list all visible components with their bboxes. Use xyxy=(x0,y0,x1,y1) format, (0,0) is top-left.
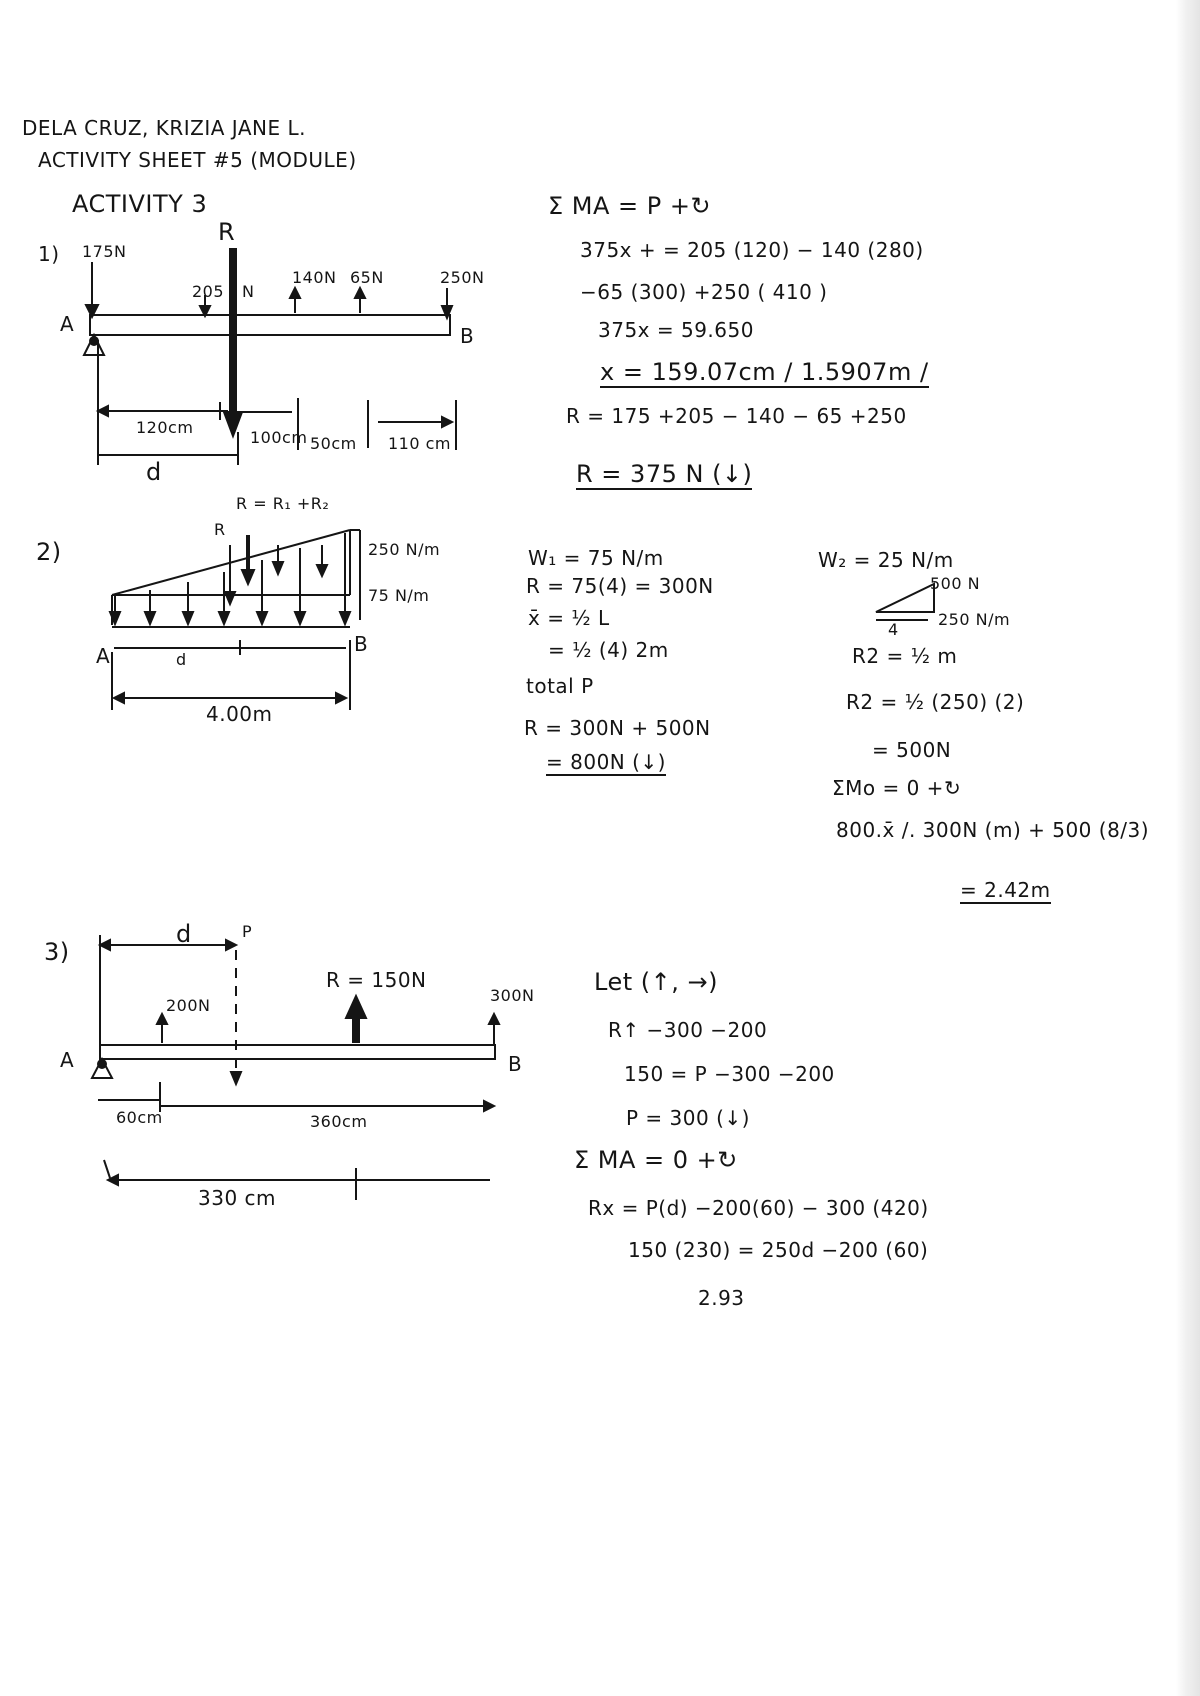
p3-label-a: A xyxy=(60,1048,75,1072)
p2-label-rsum: R = R₁ +R₂ xyxy=(236,494,330,513)
p1-label-b: B xyxy=(460,324,475,348)
p2-w2-result: = 2.42m xyxy=(960,878,1051,902)
p1-sol-1: 375x + = 205 (120) − 140 (280) xyxy=(580,238,924,262)
p1-sol-5: R = 175 +205 − 140 − 65 +250 xyxy=(566,404,907,428)
p3-sol-5: Rx = P(d) −200(60) − 300 (420) xyxy=(588,1196,929,1220)
p3-dim-60: 60cm xyxy=(116,1108,163,1127)
p2-w2-eq: 800.x̄ /. 300N (m) + 500 (8/3) xyxy=(836,818,1150,842)
p1-sol-6: R = 375 N (↓) xyxy=(576,460,753,488)
p2-label-a: A xyxy=(96,644,111,668)
p3-sol-3: P = 300 (↓) xyxy=(626,1106,750,1130)
p1-label-r: R xyxy=(218,218,236,246)
p1-label-d: d xyxy=(146,458,162,486)
p3-sol-1: R↑ −300 −200 xyxy=(608,1018,768,1042)
p3-sol-6: 150 (230) = 250d −200 (60) xyxy=(628,1238,929,1262)
paper-edge-shadow xyxy=(1176,0,1200,1696)
p2-label-d: d xyxy=(176,650,187,669)
p3-label-r: R = 150N xyxy=(326,968,427,992)
p2-w2-label: W₂ = 25 N/m xyxy=(818,548,954,572)
problem-3-number: 3) xyxy=(44,938,70,966)
p1-sol-3: 375x = 59.650 xyxy=(598,318,754,342)
p1-force-65: 65N xyxy=(350,268,384,287)
p1-sol-2: −65 (300) +250 ( 410 ) xyxy=(580,280,828,304)
p1-dim-50: 50cm xyxy=(310,434,357,453)
p2-w2-r2c: = 500N xyxy=(872,738,952,762)
beam-3 xyxy=(100,1045,495,1059)
p2-w2-side: 250 N/m xyxy=(938,610,1011,629)
p2-w1-0: W₁ = 75 N/m xyxy=(528,546,664,570)
p1-dim-120: 120cm xyxy=(136,418,194,437)
p2-w2-mo: ΣMo = 0 +↻ xyxy=(832,776,962,800)
p1-label-a: A xyxy=(60,312,75,336)
p2-w2-top: 500 N xyxy=(930,574,981,593)
p1-force-175: 175N xyxy=(82,242,127,261)
p2-load-75: 75 N/m xyxy=(368,586,430,605)
p1-force-205: 205 xyxy=(192,282,225,301)
student-name: DELA CRUZ, KRIZIA JANE L. xyxy=(22,116,306,140)
p3-label-d: d xyxy=(176,920,192,948)
p2-w2-r2b: R2 = ½ (250) (2) xyxy=(846,690,1025,714)
p2-w1-4: total P xyxy=(526,674,594,698)
p2-dim-4: 4.00m xyxy=(206,702,273,726)
p1-dim-110: 110 cm xyxy=(388,434,452,453)
problem-2-number: 2) xyxy=(36,538,62,566)
p2-w1-6: = 800N (↓) xyxy=(546,750,666,774)
activity-heading: ACTIVITY 3 xyxy=(72,190,208,218)
p3-label-b: B xyxy=(508,1052,523,1076)
p1-force-n: N xyxy=(242,282,255,301)
p3-force-300: 300N xyxy=(490,986,535,1005)
p1-sol-0: Σ MA = P +↻ xyxy=(548,192,712,220)
p1-force-140: 140N xyxy=(292,268,337,287)
p3-sol-2: 150 = P −300 −200 xyxy=(624,1062,835,1086)
problem-1-number: 1) xyxy=(38,242,60,266)
p2-w1-2: x̄ = ½ L xyxy=(528,606,610,630)
p1-force-250: 250N xyxy=(440,268,485,287)
p2-w1-5: R = 300N + 500N xyxy=(524,716,711,740)
p2-w2-r2a: R2 = ½ m xyxy=(852,644,958,668)
p2-w1-3: = ½ (4) 2m xyxy=(548,638,669,662)
p1-sol-4: x = 159.07cm / 1.5907m / xyxy=(600,358,929,386)
p2-load-250: 250 N/m xyxy=(368,540,441,559)
p3-sol-0: Let (↑, →) xyxy=(594,968,718,996)
p3-force-200: 200N xyxy=(166,996,211,1015)
p3-sol-7: 2.93 xyxy=(698,1286,745,1310)
p2-w2-base: 4 xyxy=(888,620,899,639)
p3-label-p: P xyxy=(242,922,253,941)
p2-label-r: R xyxy=(214,520,226,539)
p1-dim-100: 100cm xyxy=(250,428,308,447)
p3-dim-330: 330 cm xyxy=(198,1186,277,1210)
p3-sol-4: Σ MA = 0 +↻ xyxy=(574,1146,738,1174)
p3-dim-360: 360cm xyxy=(310,1112,368,1131)
p2-label-b: B xyxy=(354,632,369,656)
p2-w1-1: R = 75(4) = 300N xyxy=(526,574,714,598)
sheet-title: ACTIVITY SHEET #5 (MODULE) xyxy=(38,148,357,172)
